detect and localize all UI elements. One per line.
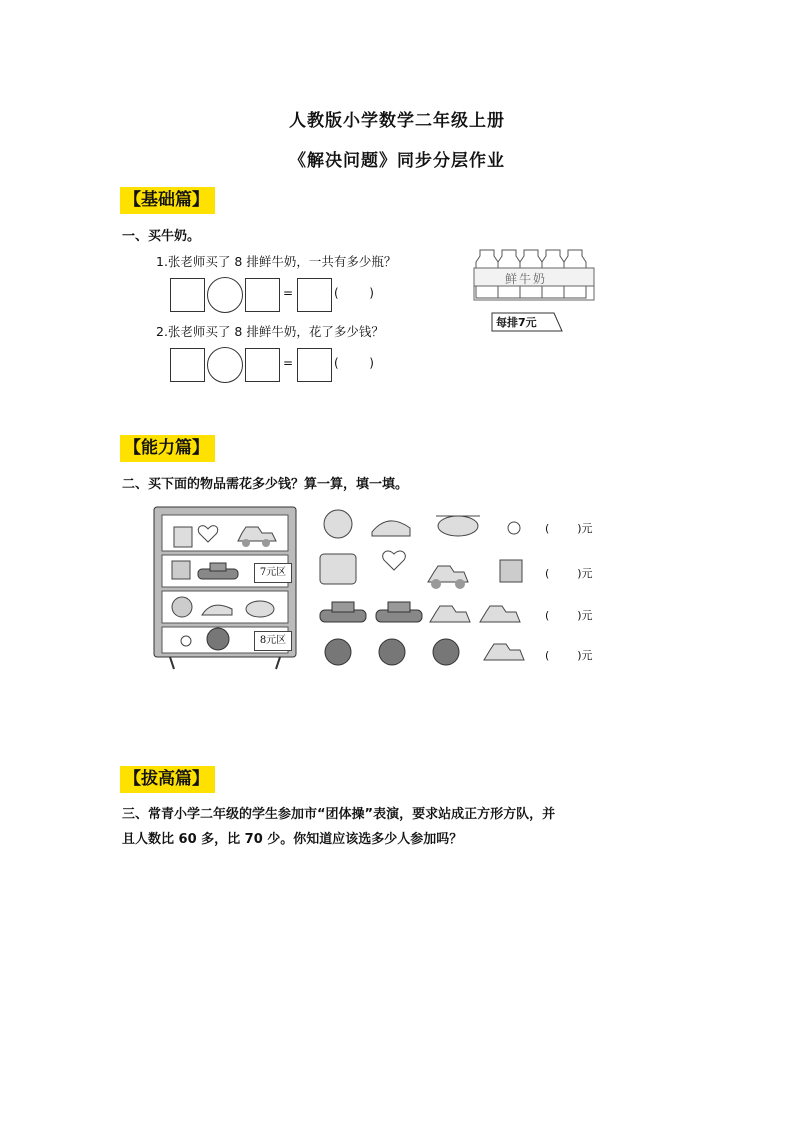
answer-box[interactable]: [297, 278, 332, 312]
toy-items-icon: [318, 504, 528, 674]
question-1-sub-1: 1.张老师买了 8 排鲜牛奶，一共有多少瓶？: [156, 254, 397, 269]
answer-row-3[interactable]: ( )元: [545, 609, 593, 622]
section-advanced-label: 【拔高篇】: [120, 766, 215, 793]
answer-box[interactable]: [170, 348, 205, 382]
question-2: 二、买下面的物品需花多少钱？算一算，填一填。: [122, 477, 409, 492]
page-subtitle: 《解决问题》同步分层作业: [289, 151, 505, 171]
answer-box[interactable]: [297, 348, 332, 382]
answer-row-2[interactable]: ( )元: [545, 567, 593, 580]
operator-circle[interactable]: [207, 277, 243, 313]
answer-box[interactable]: [245, 278, 280, 312]
equals-sign: =: [283, 356, 294, 370]
question-3-line-1: 三、常青小学二年级的学生参加市“团体操”表演，要求站成正方形方队，并: [122, 807, 556, 822]
price-tag-label: 每排7元: [496, 316, 537, 329]
answer-box[interactable]: [170, 278, 205, 312]
zone-8-label: 8元区: [254, 631, 292, 651]
question-1-sub-2: 2.张老师买了 8 排鲜牛奶，花了多少钱？: [156, 324, 384, 339]
answer-box[interactable]: [245, 348, 280, 382]
equals-sign: =: [283, 286, 294, 300]
answer-row-4[interactable]: ( )元: [545, 649, 593, 662]
page-title: 人教版小学数学二年级上册: [289, 111, 505, 131]
answer-unit-blank[interactable]: ( ): [334, 356, 374, 370]
section-ability-label: 【能力篇】: [120, 435, 215, 462]
answer-unit-blank[interactable]: ( ): [334, 286, 374, 300]
section-basic-label: 【基础篇】: [120, 187, 215, 214]
question-3-line-2: 且人数比 60 多，比 70 少。你知道应该选多少人参加吗？: [122, 832, 463, 847]
milk-label: 鲜牛奶: [505, 272, 548, 286]
operator-circle[interactable]: [207, 347, 243, 383]
answer-row-1[interactable]: ( )元: [545, 522, 593, 535]
question-1: 一、买牛奶。: [122, 229, 201, 244]
zone-7-label: 7元区: [254, 563, 292, 583]
